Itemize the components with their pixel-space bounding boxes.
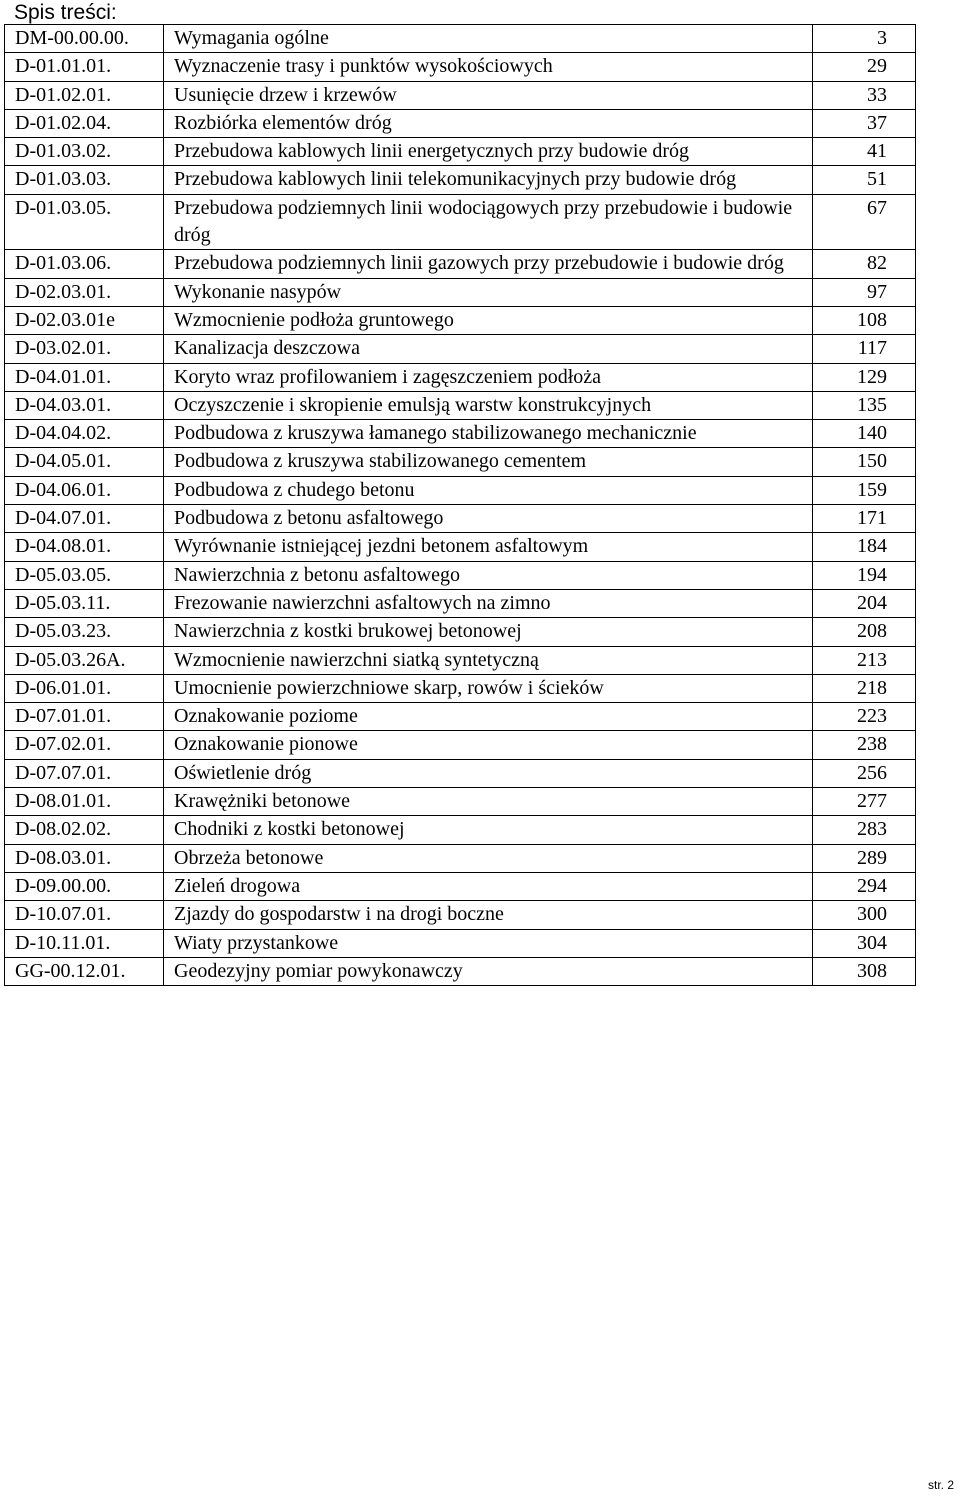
- toc-page: 37: [813, 109, 916, 137]
- toc-name: Oczyszczenie i skropienie emulsją warstw konstrukcyjnych: [164, 391, 813, 419]
- toc-name: Oznakowanie poziome: [164, 703, 813, 731]
- toc-row: [5, 929, 916, 957]
- toc-row: [5, 957, 916, 985]
- toc-code: DM-00.00.00.: [5, 25, 164, 53]
- toc-name: Kanalizacja deszczowa: [164, 335, 813, 363]
- toc-name: Podbudowa z kruszywa łamanego stabilizowanego mechanicznie: [164, 420, 813, 448]
- toc-page: 218: [813, 674, 916, 702]
- toc-row: [5, 306, 916, 334]
- toc-name: Nawierzchnia z betonu asfaltowego: [164, 561, 813, 589]
- toc-code: D-04.01.01.: [5, 363, 164, 391]
- toc-name: Zjazdy do gospodarstw i na drogi boczne: [164, 901, 813, 929]
- toc-code: D-04.04.02.: [5, 420, 164, 448]
- toc-code: D-08.02.02.: [5, 816, 164, 844]
- toc-name: Zieleń drogowa: [164, 872, 813, 900]
- toc-page: 41: [813, 138, 916, 166]
- toc-name: Koryto wraz profilowaniem i zagęszczeniem podłoża: [164, 363, 813, 391]
- toc-code: D-01.03.06.: [5, 250, 164, 278]
- toc-page: 238: [813, 731, 916, 759]
- toc-name: Wyrównanie istniejącej jezdni betonem asfaltowym: [164, 533, 813, 561]
- toc-page: 300: [813, 901, 916, 929]
- toc-page: 277: [813, 788, 916, 816]
- toc-code: D-04.03.01.: [5, 391, 164, 419]
- toc-name: Podbudowa z kruszywa stabilizowanego cementem: [164, 448, 813, 476]
- toc-row: [5, 618, 916, 646]
- toc-code: D-07.02.01.: [5, 731, 164, 759]
- toc-row: [5, 731, 916, 759]
- toc-row: [5, 391, 916, 419]
- toc-page: 82: [813, 250, 916, 278]
- toc-name: Wykonanie nasypów: [164, 278, 813, 306]
- toc-name: Wzmocnienie podłoża gruntowego: [164, 306, 813, 334]
- toc-name: Podbudowa z betonu asfaltowego: [164, 505, 813, 533]
- toc-body: [5, 25, 916, 986]
- toc-page: 194: [813, 561, 916, 589]
- toc-row: [5, 561, 916, 589]
- toc-row: [5, 109, 916, 137]
- toc-row: [5, 816, 916, 844]
- toc-code: D-02.03.01.: [5, 278, 164, 306]
- toc-page: 213: [813, 646, 916, 674]
- toc-code: D-07.07.01.: [5, 759, 164, 787]
- toc-row: [5, 278, 916, 306]
- toc-name: Rozbiórka elementów dróg: [164, 109, 813, 137]
- toc-row: [5, 674, 916, 702]
- toc-code: D-01.03.05.: [5, 194, 164, 250]
- toc-row: [5, 901, 916, 929]
- toc-code: D-10.07.01.: [5, 901, 164, 929]
- toc-code: D-03.02.01.: [5, 335, 164, 363]
- toc-row: [5, 25, 916, 53]
- toc-page: 204: [813, 589, 916, 617]
- toc-name: Przebudowa podziemnych linii gazowych przy przebudowie i budowie dróg: [164, 250, 813, 278]
- toc-page: 223: [813, 703, 916, 731]
- toc-page: 208: [813, 618, 916, 646]
- toc-row: [5, 138, 916, 166]
- toc-page: 108: [813, 306, 916, 334]
- toc-row: [5, 505, 916, 533]
- toc-row: [5, 363, 916, 391]
- toc-page: 33: [813, 81, 916, 109]
- toc-code: D-04.05.01.: [5, 448, 164, 476]
- toc-name: Oświetlenie dróg: [164, 759, 813, 787]
- toc-row: [5, 844, 916, 872]
- toc-code: D-01.03.02.: [5, 138, 164, 166]
- toc-page: 129: [813, 363, 916, 391]
- toc-row: [5, 759, 916, 787]
- toc-row: [5, 250, 916, 278]
- toc-name: Geodezyjny pomiar powykonawczy: [164, 957, 813, 985]
- toc-row: [5, 166, 916, 194]
- toc-code: D-04.07.01.: [5, 505, 164, 533]
- toc-page: 308: [813, 957, 916, 985]
- toc-row: [5, 448, 916, 476]
- toc-code: D-05.03.26A.: [5, 646, 164, 674]
- toc-name: Obrzeża betonowe: [164, 844, 813, 872]
- toc-name: Podbudowa z chudego betonu: [164, 476, 813, 504]
- toc-page: 159: [813, 476, 916, 504]
- toc-page: 304: [813, 929, 916, 957]
- toc-name: Umocnienie powierzchniowe skarp, rowów i ścieków: [164, 674, 813, 702]
- toc-code: D-04.08.01.: [5, 533, 164, 561]
- toc-name: Krawężniki betonowe: [164, 788, 813, 816]
- toc-code: D-06.01.01.: [5, 674, 164, 702]
- toc-row: [5, 53, 916, 81]
- toc-code: D-07.01.01.: [5, 703, 164, 731]
- toc-code: D-05.03.05.: [5, 561, 164, 589]
- toc-page: 256: [813, 759, 916, 787]
- page-number: str. 2: [927, 1478, 954, 1492]
- toc-page: 184: [813, 533, 916, 561]
- toc-page: 171: [813, 505, 916, 533]
- toc-row: [5, 194, 916, 250]
- toc-code: D-04.06.01.: [5, 476, 164, 504]
- toc-code: D-01.02.04.: [5, 109, 164, 137]
- toc-row: [5, 703, 916, 731]
- toc-page: 150: [813, 448, 916, 476]
- toc-table: [4, 24, 916, 986]
- toc-code: D-01.01.01.: [5, 53, 164, 81]
- toc-name: Przebudowa kablowych linii telekomunikacyjnych przy budowie dróg: [164, 166, 813, 194]
- toc-row: [5, 872, 916, 900]
- toc-code: D-09.00.00.: [5, 872, 164, 900]
- toc-code: D-01.02.01.: [5, 81, 164, 109]
- toc-row: [5, 533, 916, 561]
- toc-page: 294: [813, 872, 916, 900]
- toc-name: Przebudowa podziemnych linii wodociągowych przy przebudowie i budowie dróg: [164, 194, 813, 250]
- toc-code: D-08.01.01.: [5, 788, 164, 816]
- toc-code: D-05.03.23.: [5, 618, 164, 646]
- toc-name: Nawierzchnia z kostki brukowej betonowej: [164, 618, 813, 646]
- toc-row: [5, 476, 916, 504]
- toc-code: D-01.03.03.: [5, 166, 164, 194]
- toc-page: 283: [813, 816, 916, 844]
- toc-code: D-10.11.01.: [5, 929, 164, 957]
- toc-code: D-05.03.11.: [5, 589, 164, 617]
- toc-row: [5, 81, 916, 109]
- toc-code: GG-00.12.01.: [5, 957, 164, 985]
- toc-name: Oznakowanie pionowe: [164, 731, 813, 759]
- toc-row: [5, 335, 916, 363]
- toc-page: 135: [813, 391, 916, 419]
- toc-page: 3: [813, 25, 916, 53]
- toc-name: Usunięcie drzew i krzewów: [164, 81, 813, 109]
- toc-name: Chodniki z kostki betonowej: [164, 816, 813, 844]
- toc-name: Wiaty przystankowe: [164, 929, 813, 957]
- toc-code: D-02.03.01e: [5, 306, 164, 334]
- toc-row: [5, 420, 916, 448]
- toc-page: 140: [813, 420, 916, 448]
- toc-page: 117: [813, 335, 916, 363]
- toc-page: 29: [813, 53, 916, 81]
- toc-name: Wzmocnienie nawierzchni siatką syntetyczną: [164, 646, 813, 674]
- toc-page: 97: [813, 278, 916, 306]
- toc-page: 289: [813, 844, 916, 872]
- toc-title: Spis treści:: [14, 1, 117, 24]
- toc-name: Frezowanie nawierzchni asfaltowych na zimno: [164, 589, 813, 617]
- toc-name: Przebudowa kablowych linii energetycznych przy budowie dróg: [164, 138, 813, 166]
- toc-row: [5, 788, 916, 816]
- toc-name: Wyznaczenie trasy i punktów wysokościowych: [164, 53, 813, 81]
- toc-name: Wymagania ogólne: [164, 25, 813, 53]
- toc-code: D-08.03.01.: [5, 844, 164, 872]
- toc-page: 67: [813, 194, 916, 250]
- toc-page: 51: [813, 166, 916, 194]
- toc-row: [5, 589, 916, 617]
- toc-row: [5, 646, 916, 674]
